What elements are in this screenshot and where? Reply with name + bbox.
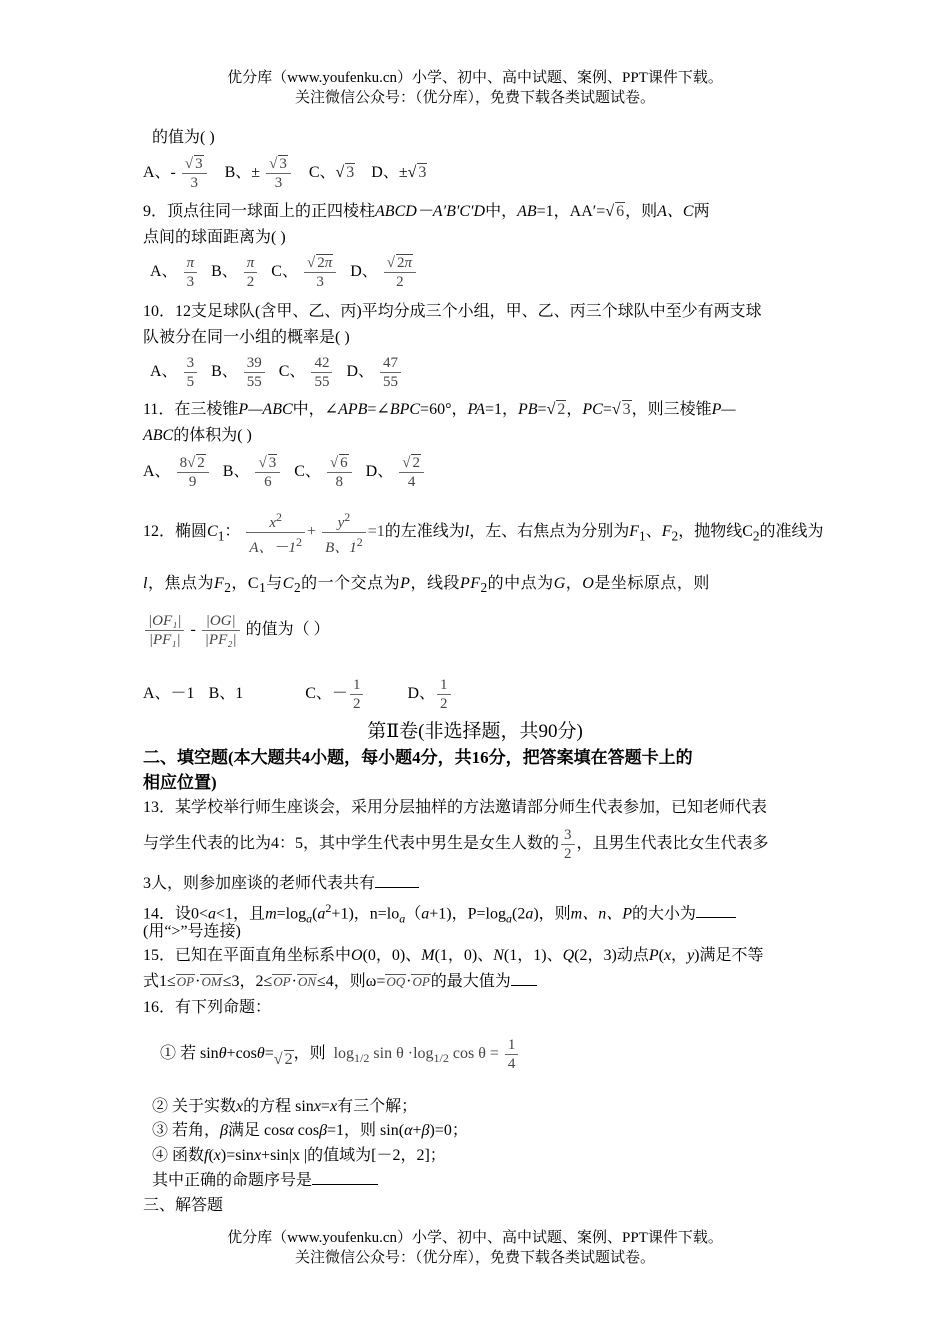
fraction: $\frac{\pi}{3}$: [184, 254, 198, 291]
fraction: $\frac{√ 2\pi}{3}$: [304, 254, 336, 291]
fraction: $\frac{1}{2}$: [350, 676, 364, 713]
fraction: $\frac{3}{2}$: [561, 826, 575, 863]
section-3-title: 三、解答题: [143, 1197, 224, 1214]
fraction: $\frac{x^2}{A、-1^2}$: [246, 508, 305, 557]
q8-options: [143, 155, 427, 192]
q14-line-1: 14．设0<a<1，且$m=\log_a(a^2+1)$，$n=lo_a(a+1)$，$P=\log_a(2a)$，则m、n、P的大小为: [143, 898, 736, 929]
fraction: $\frac{47}{55}$: [380, 354, 401, 391]
q10-line-1: 10．12支足球队(含甲、乙、丙)平均分成三个小组，甲、乙、丙三个球队中至少有两支球: [143, 303, 762, 320]
q13-line-3: 3人，则参加座谈的老师代表共有: [143, 873, 419, 894]
q8-option-a: A、- $\frac{√ 3}{3}$: [143, 164, 213, 181]
q8-option-b: B、± $\frac{√ 3}{3}$: [225, 164, 297, 181]
q9-line-2: 点间的球面距离为( ): [143, 229, 286, 246]
header-line-2: 关注微信公众号：（优分库），免费下载各类试题试卷。: [294, 90, 655, 106]
fraction: $\frac{42}{55}$: [311, 354, 332, 391]
fraction: $\frac{|OG|}{\text{|PF₂|}}$: [202, 612, 240, 649]
q13-line-1: 13．某学校举行师生座谈会，采用分层抽样的方法邀请部分师生代表参加，已知老师代表: [143, 799, 768, 816]
q8-option-c: C、√ 3: [308, 164, 355, 182]
fraction: $\frac{√ 3}{3}$: [266, 155, 291, 192]
q10-line-2: 队被分在同一小组的概率是( ): [143, 329, 350, 346]
q10-options: A、 $\frac{3}{5}$ B、 $\frac{39}{55}$ C、 $\frac{42}{55}$ D、 $\frac{47}{55}$: [150, 352, 403, 392]
footer-line-1: 优分库（www.youfenku.cn）小学、初中、高中试题、案例、PPT课件下载。: [227, 1230, 723, 1246]
fraction: $\frac{\pi}{2}$: [244, 254, 258, 291]
fraction: $\frac{√ 3}{6}$: [255, 454, 280, 491]
q16-item-4: ④ 函数f(x)=sinx+sin|x |的值域为[－2，2]；: [152, 1147, 446, 1164]
section-2-heading-line-1: 二、填空题(本大题共4小题，每小题4分，共16分，把答案填在答题卡上的: [143, 748, 693, 767]
fraction: $\frac{y^2}{B、1^2}$: [322, 508, 366, 557]
fraction: $\frac{\text{|OF₁|}}{\text{|PF₁|}}$: [145, 612, 184, 649]
answer-blank: [312, 1170, 378, 1185]
q16-item-1: ① 若 sinθ+cosθ=√ 2，则 $\log_{1/2} \sin \theta \cdot\log_{1/2}$ cos θ = $\frac{1}{4}$: [160, 1032, 520, 1082]
q9-options: A、 $\frac{\pi}{3}$ B、 $\frac{\pi}{2}$ C、 $\frac{√ 2\pi}{3}$ D、 $\frac{√ 2\pi}{2}$: [150, 252, 418, 292]
q12-line-3: $\frac{\text{|OF₁|}}{\text{|PF₁|}}$ - $\frac{|OG|}{\text{|PF₂|}}$ 的值为（ ）: [143, 604, 330, 656]
q16-item-2: ② 关于实数x的方程 sinx=x有三个解；: [152, 1098, 418, 1115]
q15-line-2: 式1≤OP·OM≤3，2≤OP·ON≤4，则ω=OQ·OP的最大值为: [143, 971, 537, 992]
q11-options: A、 $\frac{8√ 2}{9}$ B、 $\frac{√ 3}{6}$ C、 $\frac{√ 6}{8}$ D、 $\frac{√ 2}{4}$: [143, 452, 426, 492]
answer-blank: [511, 971, 537, 986]
q16-answer: 其中正确的命题序号是: [152, 1170, 378, 1191]
q11-line-2: ABC的体积为( ): [143, 427, 252, 444]
q13-line-2: 与学生代表的比为4：5，其中学生代表中男生是女生人数的 $\frac{3}{2}$ ，且男生代表比女生代表多: [143, 826, 769, 862]
q12-line-2: l，焦点为$F_2$，$C_1$与$C_2$的一个交点为P，线段$PF_2$的中点为G，O是坐标原点，则: [143, 575, 710, 596]
footer-line-2: 关注微信公众号：（优分库），免费下载各类试题试卷。: [294, 1250, 655, 1266]
q8-tail: 的值为( ): [152, 129, 215, 146]
fraction: $\frac{1}{4}$: [505, 1036, 519, 1073]
section-2-heading-line-2: 相应位置): [143, 773, 217, 792]
q11-line-1: 11．在三棱锥P—ABC中，∠APB=∠BPC=60°，PA=1，PB=√ 2，PC=√ 3，则三棱锥P—: [143, 401, 736, 418]
q8-option-d: D、±√ 3: [371, 164, 427, 182]
fraction: $\frac{1}{2}$: [437, 676, 451, 713]
fraction: $\frac{√ 6}{8}$: [327, 454, 352, 491]
q12-options: A、－1 B、1 C、－ $\frac{1}{2}$ D、 $\frac{1}{2}$: [143, 674, 453, 714]
q12-line-1: 12．椭圆$C_1$： $\frac{x^2}{A、-1^2}$ + $\frac{y^2}{B、1^2}$ =1的左准线为l，左、右焦点为分别为$F_1$、$F_2$，抛物线$C_2$的准线为: [143, 510, 824, 556]
q16-item-3: ③ 若角，β满足 cosα cosβ=1，则 sin(α+β)=0；: [152, 1122, 468, 1139]
q16-title: 16．有下列命题：: [143, 999, 272, 1016]
q15-line-1: 15．已知在平面直角坐标系中O(0，0)、M(1，0)、N(1，1)、Q(2，3)动点P(x，y)满足不等: [143, 947, 764, 964]
q14-line-2: (用“>”号连接): [143, 923, 241, 940]
fraction: $\frac{√ 2\pi}{2}$: [384, 254, 416, 291]
answer-blank: [375, 873, 419, 888]
fraction: $\frac{√ 2}{4}$: [399, 454, 424, 491]
q9-line-1: 9．顶点往同一球面上的正四棱柱ABCD－A′B′C′D中，AB=1，AA′=√ 6，则A、C两: [143, 203, 710, 220]
fraction: $\frac{3}{5}$: [184, 354, 198, 391]
section-2-title: 第Ⅱ卷(非选择题，共90分): [367, 721, 583, 742]
fraction: $\frac{39}{55}$: [244, 354, 265, 391]
fraction: $\frac{√ 3}{3}$: [182, 155, 207, 192]
fraction: $\frac{8√ 2}{9}$: [177, 454, 209, 491]
answer-blank: [696, 903, 736, 918]
header-line-1: 优分库（www.youfenku.cn）小学、初中、高中试题、案例、PPT课件下载。: [227, 70, 723, 86]
